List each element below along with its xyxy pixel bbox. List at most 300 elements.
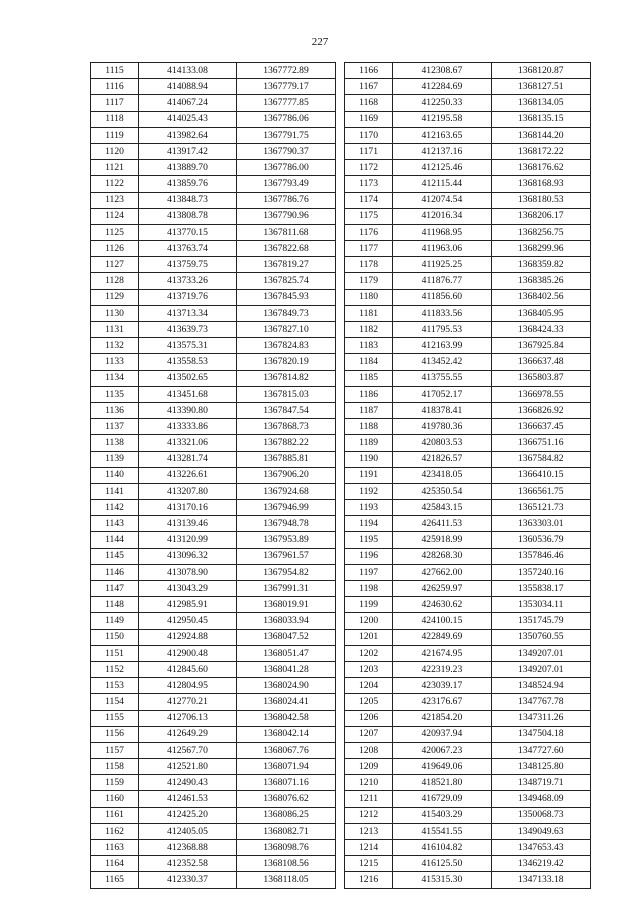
y-coordinate-cell: 1368405.95 [491, 305, 590, 321]
x-coordinate-cell: 413733.26 [139, 273, 237, 289]
x-coordinate-cell: 418378.41 [393, 402, 491, 418]
table-row [345, 661, 591, 677]
x-coordinate-cell: 420803.53 [393, 435, 491, 451]
point-number-cell: 1148 [91, 597, 139, 613]
table-row [345, 257, 591, 273]
y-coordinate-cell: 1348719.71 [491, 775, 590, 791]
table-row [345, 710, 591, 726]
table-row [91, 629, 336, 645]
point-number-cell: 1201 [345, 629, 393, 645]
table-row [345, 467, 591, 483]
y-coordinate-cell: 1349468.09 [491, 791, 590, 807]
x-coordinate-cell: 412163.65 [393, 127, 491, 143]
table-row [91, 548, 336, 564]
x-coordinate-cell: 413502.65 [139, 370, 237, 386]
table-row [345, 726, 591, 742]
x-coordinate-cell: 422319.23 [393, 661, 491, 677]
y-coordinate-cell: 1347653.43 [491, 840, 590, 856]
table-row [91, 483, 336, 499]
y-coordinate-cell: 1368135.15 [491, 111, 590, 127]
coordinates-table-right [344, 62, 591, 889]
y-coordinate-cell: 1367946.99 [237, 500, 336, 516]
x-coordinate-cell: 421826.57 [393, 451, 491, 467]
x-coordinate-cell: 420067.23 [393, 742, 491, 758]
y-coordinate-cell: 1347133.18 [491, 872, 590, 888]
table-row [91, 451, 336, 467]
point-number-cell: 1129 [91, 289, 139, 305]
x-coordinate-cell: 412250.33 [393, 95, 491, 111]
table-row [91, 111, 336, 127]
x-coordinate-cell: 412405.05 [139, 823, 237, 839]
point-number-cell: 1207 [345, 726, 393, 742]
y-coordinate-cell: 1368127.51 [491, 79, 590, 95]
x-coordinate-cell: 415315.30 [393, 872, 491, 888]
point-number-cell: 1143 [91, 516, 139, 532]
table-row [345, 759, 591, 775]
y-coordinate-cell: 1367845.93 [237, 289, 336, 305]
y-coordinate-cell: 1366826.92 [491, 402, 590, 418]
x-coordinate-cell: 411833.56 [393, 305, 491, 321]
x-coordinate-cell: 421854.20 [393, 710, 491, 726]
point-number-cell: 1171 [345, 143, 393, 159]
y-coordinate-cell: 1367822.68 [237, 241, 336, 257]
x-coordinate-cell: 412770.21 [139, 694, 237, 710]
x-coordinate-cell: 423039.17 [393, 678, 491, 694]
point-number-cell: 1155 [91, 710, 139, 726]
table-row [345, 791, 591, 807]
point-number-cell: 1213 [345, 823, 393, 839]
point-number-cell: 1216 [345, 872, 393, 888]
table-row [345, 581, 591, 597]
point-number-cell: 1160 [91, 791, 139, 807]
point-number-cell: 1169 [345, 111, 393, 127]
x-coordinate-cell: 412330.37 [139, 872, 237, 888]
point-number-cell: 1209 [345, 759, 393, 775]
y-coordinate-cell: 1367772.89 [237, 63, 336, 79]
y-coordinate-cell: 1368098.76 [237, 840, 336, 856]
table-row [91, 176, 336, 192]
y-coordinate-cell: 1367953.89 [237, 532, 336, 548]
y-coordinate-cell: 1349207.01 [491, 645, 590, 661]
point-number-cell: 1122 [91, 176, 139, 192]
table-row [345, 613, 591, 629]
x-coordinate-cell: 413808.78 [139, 208, 237, 224]
y-coordinate-cell: 1368299.96 [491, 241, 590, 257]
table-row [345, 111, 591, 127]
x-coordinate-cell: 411795.53 [393, 322, 491, 338]
y-coordinate-cell: 1365121.73 [491, 500, 590, 516]
table-row [345, 386, 591, 402]
point-number-cell: 1134 [91, 370, 139, 386]
y-coordinate-cell: 1367925.84 [491, 338, 590, 354]
x-coordinate-cell: 418521.80 [393, 775, 491, 791]
y-coordinate-cell: 1367779.17 [237, 79, 336, 95]
table-row [345, 127, 591, 143]
table-row [91, 370, 336, 386]
y-coordinate-cell: 1347311.26 [491, 710, 590, 726]
table-row [345, 289, 591, 305]
point-number-cell: 1124 [91, 208, 139, 224]
y-coordinate-cell: 1367786.06 [237, 111, 336, 127]
table-row [345, 305, 591, 321]
y-coordinate-cell: 1368024.90 [237, 678, 336, 694]
x-coordinate-cell: 413043.29 [139, 581, 237, 597]
y-coordinate-cell: 1367961.57 [237, 548, 336, 564]
y-coordinate-cell: 1353034.11 [491, 597, 590, 613]
table-row [91, 516, 336, 532]
x-coordinate-cell: 427662.00 [393, 564, 491, 580]
y-coordinate-cell: 1350760.55 [491, 629, 590, 645]
x-coordinate-cell: 423176.67 [393, 694, 491, 710]
table-row [91, 872, 336, 888]
y-coordinate-cell: 1367791.75 [237, 127, 336, 143]
y-coordinate-cell: 1368024.41 [237, 694, 336, 710]
x-coordinate-cell: 413719.76 [139, 289, 237, 305]
y-coordinate-cell: 1366978.55 [491, 386, 590, 402]
point-number-cell: 1181 [345, 305, 393, 321]
y-coordinate-cell: 1368042.14 [237, 726, 336, 742]
table-row [91, 208, 336, 224]
y-coordinate-cell: 1368076.62 [237, 791, 336, 807]
point-number-cell: 1202 [345, 645, 393, 661]
table-row [91, 79, 336, 95]
point-number-cell: 1211 [345, 791, 393, 807]
x-coordinate-cell: 424100.15 [393, 613, 491, 629]
point-number-cell: 1174 [345, 192, 393, 208]
x-coordinate-cell: 420937.94 [393, 726, 491, 742]
table-row [91, 807, 336, 823]
table-row [91, 791, 336, 807]
y-coordinate-cell: 1347767.78 [491, 694, 590, 710]
point-number-cell: 1182 [345, 322, 393, 338]
y-coordinate-cell: 1366637.48 [491, 354, 590, 370]
point-number-cell: 1188 [345, 419, 393, 435]
point-number-cell: 1192 [345, 483, 393, 499]
table-row [345, 483, 591, 499]
table-row [91, 661, 336, 677]
y-coordinate-cell: 1368144.20 [491, 127, 590, 143]
y-coordinate-cell: 1368086.25 [237, 807, 336, 823]
point-number-cell: 1130 [91, 305, 139, 321]
y-coordinate-cell: 1346219.42 [491, 856, 590, 872]
table-row [345, 338, 591, 354]
table-row [345, 143, 591, 159]
point-number-cell: 1205 [345, 694, 393, 710]
table-row [91, 402, 336, 418]
table-row [91, 613, 336, 629]
table-row [91, 289, 336, 305]
x-coordinate-cell: 416125.50 [393, 856, 491, 872]
x-coordinate-cell: 423418.05 [393, 467, 491, 483]
y-coordinate-cell: 1367786.76 [237, 192, 336, 208]
table-row [91, 678, 336, 694]
coordinates-table-left [90, 62, 336, 889]
y-coordinate-cell: 1368180.53 [491, 192, 590, 208]
y-coordinate-cell: 1367793.49 [237, 176, 336, 192]
table-row [91, 192, 336, 208]
y-coordinate-cell: 1360536.79 [491, 532, 590, 548]
y-coordinate-cell: 1355838.17 [491, 581, 590, 597]
y-coordinate-cell: 1368359.82 [491, 257, 590, 273]
point-number-cell: 1131 [91, 322, 139, 338]
x-coordinate-cell: 413917.42 [139, 143, 237, 159]
x-coordinate-cell: 412649.29 [139, 726, 237, 742]
point-number-cell: 1136 [91, 402, 139, 418]
point-number-cell: 1153 [91, 678, 139, 694]
table-row [91, 160, 336, 176]
x-coordinate-cell: 413558.53 [139, 354, 237, 370]
point-number-cell: 1141 [91, 483, 139, 499]
x-coordinate-cell: 413713.34 [139, 305, 237, 321]
point-number-cell: 1159 [91, 775, 139, 791]
point-number-cell: 1199 [345, 597, 393, 613]
y-coordinate-cell: 1365803.87 [491, 370, 590, 386]
point-number-cell: 1163 [91, 840, 139, 856]
x-coordinate-cell: 413226.61 [139, 467, 237, 483]
y-coordinate-cell: 1351745.79 [491, 613, 590, 629]
y-coordinate-cell: 1348524.94 [491, 678, 590, 694]
y-coordinate-cell: 1347727.60 [491, 742, 590, 758]
x-coordinate-cell: 414067.24 [139, 95, 237, 111]
y-coordinate-cell: 1367868.73 [237, 419, 336, 435]
x-coordinate-cell: 422849.69 [393, 629, 491, 645]
y-coordinate-cell: 1367948.78 [237, 516, 336, 532]
y-coordinate-cell: 1349207.01 [491, 661, 590, 677]
y-coordinate-cell: 1368134.05 [491, 95, 590, 111]
point-number-cell: 1147 [91, 581, 139, 597]
table-row [91, 500, 336, 516]
point-number-cell: 1154 [91, 694, 139, 710]
table-row [91, 759, 336, 775]
x-coordinate-cell: 412985.91 [139, 597, 237, 613]
point-number-cell: 1190 [345, 451, 393, 467]
table-row [345, 160, 591, 176]
x-coordinate-cell: 413848.73 [139, 192, 237, 208]
point-number-cell: 1185 [345, 370, 393, 386]
x-coordinate-cell: 419780.36 [393, 419, 491, 435]
y-coordinate-cell: 1347504.18 [491, 726, 590, 742]
y-coordinate-cell: 1368172.22 [491, 143, 590, 159]
point-number-cell: 1166 [345, 63, 393, 79]
point-number-cell: 1132 [91, 338, 139, 354]
y-coordinate-cell: 1366561.75 [491, 483, 590, 499]
point-number-cell: 1137 [91, 419, 139, 435]
y-coordinate-cell: 1368067.76 [237, 742, 336, 758]
y-coordinate-cell: 1367824.83 [237, 338, 336, 354]
x-coordinate-cell: 412352.58 [139, 856, 237, 872]
x-coordinate-cell: 412137.16 [393, 143, 491, 159]
table-row [345, 742, 591, 758]
table-row [345, 516, 591, 532]
point-number-cell: 1198 [345, 581, 393, 597]
point-number-cell: 1196 [345, 548, 393, 564]
y-coordinate-cell: 1366751.16 [491, 435, 590, 451]
point-number-cell: 1212 [345, 807, 393, 823]
y-coordinate-cell: 1368176.62 [491, 160, 590, 176]
x-coordinate-cell: 412845.60 [139, 661, 237, 677]
y-coordinate-cell: 1368041.28 [237, 661, 336, 677]
y-coordinate-cell: 1368206.17 [491, 208, 590, 224]
table-row [91, 694, 336, 710]
y-coordinate-cell: 1368071.94 [237, 759, 336, 775]
point-number-cell: 1157 [91, 742, 139, 758]
x-coordinate-cell: 413078.90 [139, 564, 237, 580]
point-number-cell: 1115 [91, 63, 139, 79]
point-number-cell: 1172 [345, 160, 393, 176]
x-coordinate-cell: 416104.82 [393, 840, 491, 856]
table-row [91, 710, 336, 726]
y-coordinate-cell: 1368120.87 [491, 63, 590, 79]
table-row [345, 807, 591, 823]
point-number-cell: 1138 [91, 435, 139, 451]
x-coordinate-cell: 426411.53 [393, 516, 491, 532]
table-row [345, 419, 591, 435]
point-number-cell: 1173 [345, 176, 393, 192]
x-coordinate-cell: 412125.46 [393, 160, 491, 176]
table-row [91, 467, 336, 483]
table-row [345, 273, 591, 289]
table-row [345, 548, 591, 564]
table-row [345, 564, 591, 580]
x-coordinate-cell: 413321.06 [139, 435, 237, 451]
point-number-cell: 1187 [345, 402, 393, 418]
x-coordinate-cell: 412924.88 [139, 629, 237, 645]
y-coordinate-cell: 1368071.16 [237, 775, 336, 791]
point-number-cell: 1184 [345, 354, 393, 370]
table-row [345, 629, 591, 645]
point-number-cell: 1162 [91, 823, 139, 839]
y-coordinate-cell: 1367954.82 [237, 564, 336, 580]
x-coordinate-cell: 417052.17 [393, 386, 491, 402]
table-row [91, 645, 336, 661]
point-number-cell: 1215 [345, 856, 393, 872]
x-coordinate-cell: 412115.44 [393, 176, 491, 192]
point-number-cell: 1193 [345, 500, 393, 516]
x-coordinate-cell: 419649.06 [393, 759, 491, 775]
point-number-cell: 1177 [345, 241, 393, 257]
point-number-cell: 1178 [345, 257, 393, 273]
point-number-cell: 1152 [91, 661, 139, 677]
point-number-cell: 1191 [345, 467, 393, 483]
point-number-cell: 1150 [91, 629, 139, 645]
y-coordinate-cell: 1368051.47 [237, 645, 336, 661]
table-row [91, 435, 336, 451]
table-row [345, 775, 591, 791]
y-coordinate-cell: 1367882.22 [237, 435, 336, 451]
point-number-cell: 1204 [345, 678, 393, 694]
x-coordinate-cell: 426259.97 [393, 581, 491, 597]
page-number: 227 [311, 36, 329, 48]
table-row [91, 564, 336, 580]
x-coordinate-cell: 413170.16 [139, 500, 237, 516]
table-row [345, 176, 591, 192]
point-number-cell: 1186 [345, 386, 393, 402]
x-coordinate-cell: 413859.76 [139, 176, 237, 192]
table-row [345, 241, 591, 257]
table-row [345, 532, 591, 548]
point-number-cell: 1179 [345, 273, 393, 289]
x-coordinate-cell: 415403.29 [393, 807, 491, 823]
table-row [91, 856, 336, 872]
point-number-cell: 1194 [345, 516, 393, 532]
x-coordinate-cell: 411856.60 [393, 289, 491, 305]
table-row [345, 694, 591, 710]
y-coordinate-cell: 1368385.26 [491, 273, 590, 289]
y-coordinate-cell: 1367906.20 [237, 467, 336, 483]
point-number-cell: 1118 [91, 111, 139, 127]
x-coordinate-cell: 412074.54 [393, 192, 491, 208]
table-row [345, 597, 591, 613]
y-coordinate-cell: 1368019.91 [237, 597, 336, 613]
x-coordinate-cell: 412804.95 [139, 678, 237, 694]
x-coordinate-cell: 413207.80 [139, 483, 237, 499]
point-number-cell: 1206 [345, 710, 393, 726]
table-row [345, 678, 591, 694]
table-row [345, 840, 591, 856]
y-coordinate-cell: 1367790.96 [237, 208, 336, 224]
y-coordinate-cell: 1357846.46 [491, 548, 590, 564]
x-coordinate-cell: 412195.58 [393, 111, 491, 127]
table-row [345, 322, 591, 338]
y-coordinate-cell: 1368118.05 [237, 872, 336, 888]
x-coordinate-cell: 416729.09 [393, 791, 491, 807]
x-coordinate-cell: 412016.34 [393, 208, 491, 224]
x-coordinate-cell: 412567.70 [139, 742, 237, 758]
point-number-cell: 1168 [345, 95, 393, 111]
point-number-cell: 1146 [91, 564, 139, 580]
point-number-cell: 1133 [91, 354, 139, 370]
y-coordinate-cell: 1367777.85 [237, 95, 336, 111]
x-coordinate-cell: 413770.15 [139, 224, 237, 240]
table-row [345, 645, 591, 661]
y-coordinate-cell: 1368047.52 [237, 629, 336, 645]
x-coordinate-cell: 413390.80 [139, 402, 237, 418]
x-coordinate-cell: 412308.67 [393, 63, 491, 79]
y-coordinate-cell: 1367847.54 [237, 402, 336, 418]
table-row [91, 532, 336, 548]
table-row [345, 856, 591, 872]
x-coordinate-cell: 413575.31 [139, 338, 237, 354]
x-coordinate-cell: 413451.68 [139, 386, 237, 402]
table-row [91, 597, 336, 613]
point-number-cell: 1200 [345, 613, 393, 629]
x-coordinate-cell: 412521.80 [139, 759, 237, 775]
point-number-cell: 1210 [345, 775, 393, 791]
table-row [345, 451, 591, 467]
point-number-cell: 1158 [91, 759, 139, 775]
x-coordinate-cell: 425918.99 [393, 532, 491, 548]
y-coordinate-cell: 1367924.68 [237, 483, 336, 499]
x-coordinate-cell: 413096.32 [139, 548, 237, 564]
x-coordinate-cell: 413120.99 [139, 532, 237, 548]
table-row [345, 79, 591, 95]
point-number-cell: 1126 [91, 241, 139, 257]
x-coordinate-cell: 413982.64 [139, 127, 237, 143]
table-row [345, 402, 591, 418]
x-coordinate-cell: 425843.15 [393, 500, 491, 516]
x-coordinate-cell: 412706.13 [139, 710, 237, 726]
point-number-cell: 1128 [91, 273, 139, 289]
point-number-cell: 1151 [91, 645, 139, 661]
point-number-cell: 1170 [345, 127, 393, 143]
y-coordinate-cell: 1368424.33 [491, 322, 590, 338]
y-coordinate-cell: 1368402.56 [491, 289, 590, 305]
point-number-cell: 1142 [91, 500, 139, 516]
table-row [91, 63, 336, 79]
y-coordinate-cell: 1367786.00 [237, 160, 336, 176]
y-coordinate-cell: 1367991.31 [237, 581, 336, 597]
y-coordinate-cell: 1367849.73 [237, 305, 336, 321]
